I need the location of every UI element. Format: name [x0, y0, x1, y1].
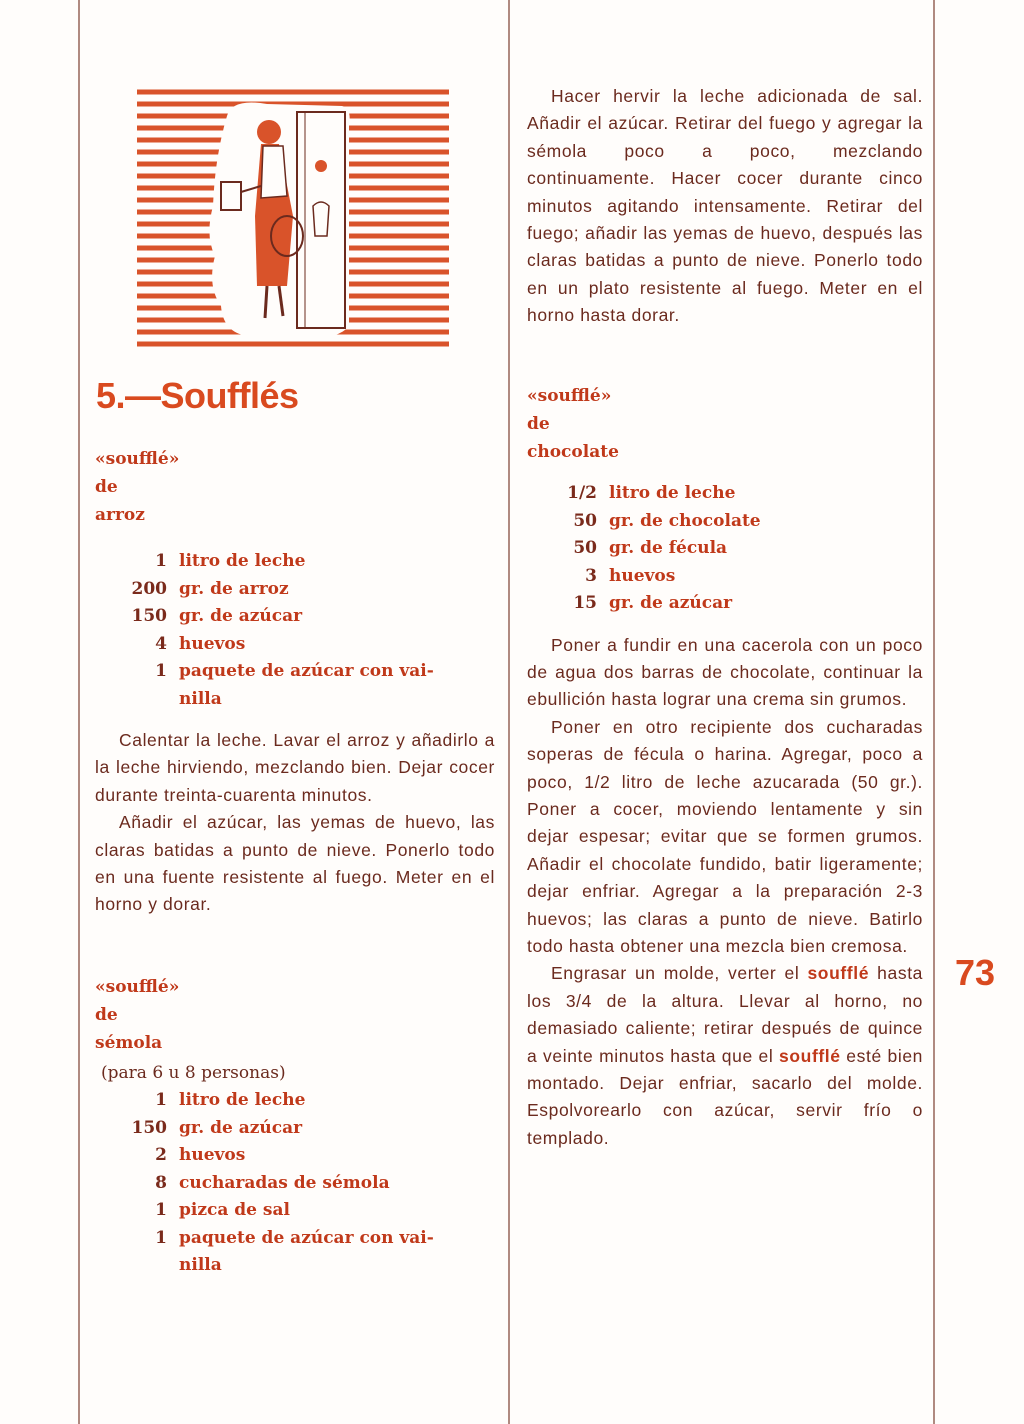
ingredient-row	[95, 658, 495, 686]
ingredient-qty: 200	[131, 578, 167, 599]
center-divider-rule	[508, 0, 510, 1424]
recipe-title-line: de	[95, 477, 118, 497]
ingredient-text: huevos	[179, 1145, 246, 1165]
woman-with-jug-at-door-illustration	[137, 86, 449, 350]
ingredient-text: cucharadas de sémola	[179, 1172, 390, 1193]
ingredient-text: litro de leche	[179, 1090, 306, 1110]
ingredient-row	[95, 1087, 495, 1115]
ingredient-text: paquete de azúcar con vai-	[179, 1227, 434, 1248]
ingredient-row	[95, 1197, 495, 1225]
ingredient-row	[527, 535, 923, 563]
recipe-title	[95, 445, 495, 529]
ingredient-qty: 150	[131, 1117, 167, 1138]
instruction-paragraph: Añadir el azúcar, las yemas de huevo, las claras batidas a punto de nieve. Ponerlo todo en una fuente resistente al fuego. Meter en el horno y dorar.	[95, 812, 495, 915]
servings-note: (para 6 u 8 personas)	[101, 1063, 286, 1083]
instruction-paragraph: Poner en otro recipiente dos cucharadas soperas de fécula o harina. Agregar, poco a poco, 1/2 litro de leche azucarada (50 gr.). Poner a cocer, moviendo lentamente y sin dejar espesar; evitar que se formen grumos. Añadir el chocolate fundido, batir ligeramente; dejar enfriar. Agregar a la preparación 2-3 huevos; las claras a punto de nieve. Batirlo todo hasta obtener una mezcla bien cremosa.	[527, 716, 923, 956]
instruction-text: hasta los 3/4 de la altura. Llevar al horno, no demasiado caliente; retirar después de quince a veinte minutos hasta que el	[527, 963, 923, 1066]
ingredient-text: nilla	[179, 688, 222, 709]
right-margin-rule	[933, 0, 935, 1424]
ingredient-text: gr. de azúcar	[179, 1117, 303, 1138]
ingredient-row	[95, 603, 495, 631]
section-title: 5.—Soufflés	[96, 375, 299, 416]
ingredient-row	[95, 631, 495, 659]
ingredient-text: gr. de azúcar	[179, 606, 303, 626]
ingredient-qty: 1	[155, 551, 167, 571]
ingredient-text: litro de leche	[609, 483, 736, 503]
ingredient-text: huevos	[179, 633, 246, 654]
souffle-term: soufflé	[807, 963, 870, 984]
ingredient-qty: 50	[573, 510, 597, 531]
ingredient-qty: 1/2	[567, 483, 597, 503]
ingredient-text: gr. de azúcar	[609, 593, 733, 613]
ingredient-qty: 4	[155, 633, 167, 654]
instruction-text: esté bien montado. Dejar enfriar, sacarlo del molde. Espolvorearlo con azúcar, servir frío o templado.	[527, 1045, 923, 1148]
ingredient-qty: 50	[573, 538, 597, 558]
recipe-souffle-arroz	[95, 445, 495, 919]
ingredient-row	[95, 576, 495, 604]
page-number: 73	[955, 952, 996, 993]
ingredient-row	[527, 480, 923, 508]
recipe-title-line: «soufflé»	[95, 449, 180, 469]
ingredient-row	[95, 686, 495, 714]
ingredient-qty: 3	[585, 565, 597, 586]
ingredient-text: gr. de chocolate	[609, 510, 761, 531]
ingredient-text: pizca de sal	[179, 1200, 290, 1220]
ingredient-text: litro de leche	[179, 551, 306, 571]
ingredient-list	[95, 548, 495, 713]
ingredient-qty: 15	[573, 593, 597, 613]
ingredient-qty: 150	[131, 606, 167, 626]
ingredient-qty: 2	[155, 1145, 167, 1165]
ingredient-row	[95, 1170, 495, 1198]
ingredient-qty: 1	[155, 1200, 167, 1220]
recipe-title-line: sémola	[95, 1033, 163, 1053]
recipe-title-line: de	[527, 414, 550, 434]
recipe-title-line: arroz	[95, 505, 145, 525]
ingredient-row	[527, 563, 923, 591]
ingredient-row	[95, 1225, 495, 1253]
instruction-text: Engrasar un molde, verter el	[551, 963, 808, 984]
ingredient-text: paquete de azúcar con vai-	[179, 661, 434, 681]
ingredient-row	[95, 1115, 495, 1143]
ingredient-qty	[95, 686, 179, 714]
ingredient-qty	[95, 1252, 179, 1280]
ingredient-list	[95, 1087, 495, 1280]
ingredient-qty: 1	[155, 1227, 167, 1248]
recipe-souffle-chocolate	[527, 382, 923, 1152]
instruction-paragraph: Poner a fundir en una cacerola con un poco de agua dos barras de chocolate, continuar la ebullición hasta lograr una crema sin grumos.	[527, 634, 923, 710]
instruction-paragraph: Hacer hervir la leche adicionada de sal. Añadir el azúcar. Retirar del fuego y agregar la sémola poco a poco, mezclando continuamente. Hacer cocer durante cinco minutos agitando intensamente. Retirar del fuego; añadir las yemas de huevo, después las claras batidas a punto de nieve. Ponerlo todo en un plato resistente al fuego. Meter en el horno hasta dorar.	[527, 86, 923, 326]
recipe-semola-instructions	[527, 83, 923, 330]
ingredient-row	[527, 590, 923, 618]
recipe-souffle-semola	[95, 973, 495, 1280]
recipe-title-line: de	[95, 1005, 118, 1025]
ingredient-text: gr. de arroz	[179, 578, 289, 599]
recipe-title-line: chocolate	[527, 442, 619, 462]
ingredient-list	[527, 480, 923, 618]
instruction-paragraph	[527, 960, 923, 1152]
recipe-title	[527, 382, 923, 466]
ingredient-row	[527, 508, 923, 536]
ingredient-text: gr. de fécula	[609, 538, 728, 558]
ingredient-qty: 8	[155, 1172, 167, 1193]
recipe-instructions	[95, 727, 495, 919]
recipe-instructions	[527, 632, 923, 1153]
ingredient-row	[95, 1142, 495, 1170]
recipe-title	[95, 973, 495, 1057]
ingredient-row	[95, 1252, 495, 1280]
ingredient-text: huevos	[609, 565, 676, 586]
recipe-instructions	[527, 83, 923, 330]
recipe-title-line: «soufflé»	[527, 386, 612, 406]
ingredient-text: nilla	[179, 1255, 222, 1275]
recipe-title-line: «soufflé»	[95, 977, 180, 997]
ingredient-qty: 1	[155, 661, 167, 681]
left-margin-rule	[78, 0, 80, 1424]
instruction-paragraph: Calentar la leche. Lavar el arroz y añadirlo a la leche hirviendo, mezclando bien. Dejar cocer durante treinta-cuarenta minutos.	[95, 730, 495, 805]
ingredient-row	[95, 548, 495, 576]
souffle-term: soufflé	[779, 1045, 841, 1066]
ingredient-qty: 1	[155, 1090, 167, 1110]
